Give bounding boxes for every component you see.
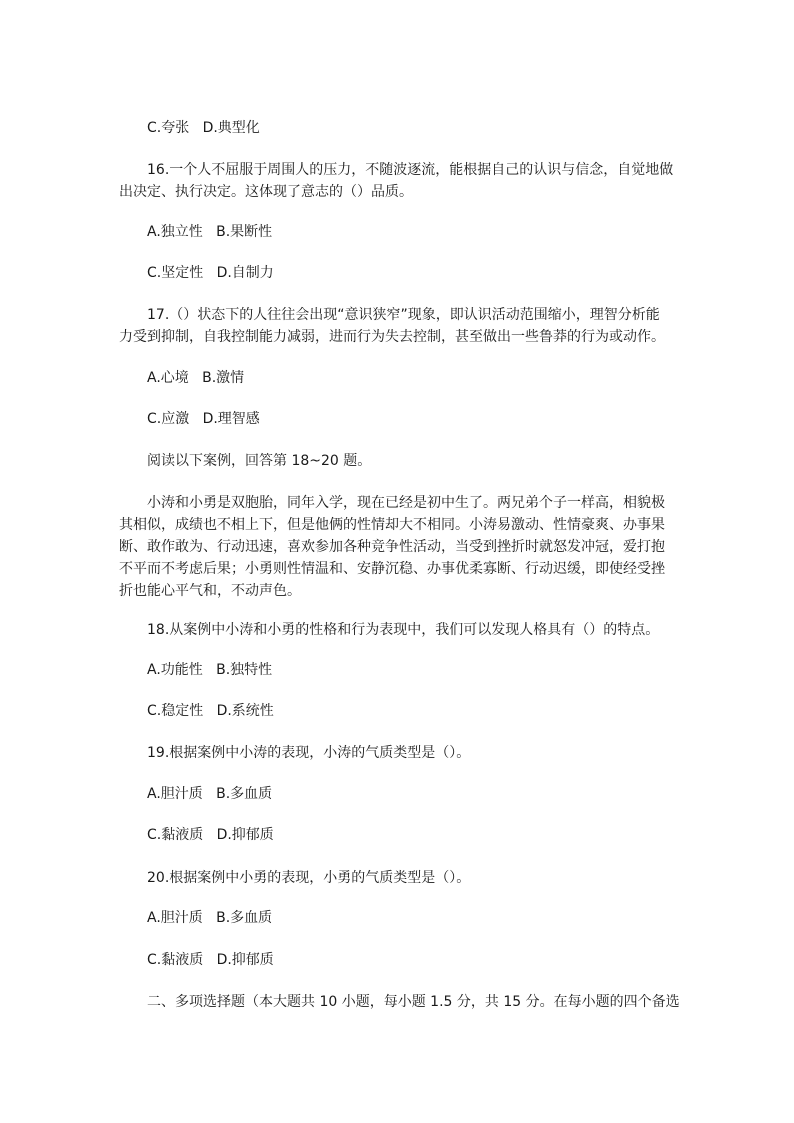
question-16: 16.一个人不屈服于周围人的压力，不随波逐流，能根据自己的认识与信念，自觉地做 <box>147 162 674 178</box>
case-paragraph: 断、敢作敢为、行动迅速，喜欢参加各种竞争性活动，当受到挫折时就怒发冲冠，爱打抱 <box>119 539 665 555</box>
case-paragraph: 不平而不考虑后果；小勇则性情温和、安静沉稳、办事优柔寡断、行动迟缓，即使经受挫 <box>119 561 665 577</box>
options-line: A.心境 B.激情 <box>147 370 245 386</box>
options-line: A.独立性 B.果断性 <box>147 224 273 240</box>
case-paragraph: 折也能心平气和，不动声色。 <box>119 583 301 599</box>
options-line: C.应激 D.理智感 <box>147 411 260 427</box>
question-16-cont: 出决定、执行决定。这体现了意志的（）品质。 <box>119 184 413 200</box>
question-17: 17.（）状态下的人往往会出现“意识狭窄”现象，即认识活动范围缩小，理智分析能 <box>147 307 660 323</box>
case-paragraph: 小涛和小勇是双胞胎，同年入学，现在已经是初中生了。两兄弟个子一样高，相貌极 <box>147 495 665 511</box>
case-intro: 阅读以下案例，回答第 18~20 题。 <box>147 453 372 469</box>
question-17-cont: 力受到抑制，自我控制能力减弱，进而行为失去控制，甚至做出一些鲁莽的行为或动作。 <box>119 329 665 345</box>
options-line: A.功能性 B.独特性 <box>147 662 273 678</box>
section-heading: 二、多项选择题（本大题共 10 小题，每小题 1.5 分，共 15 分。在每小题的四个备选 <box>147 994 680 1010</box>
options-line: A.胆汁质 B.多血质 <box>147 910 273 926</box>
options-line: C.黏液质 D.抑郁质 <box>147 827 274 843</box>
options-line: C.稳定性 D.系统性 <box>147 703 274 719</box>
options-line: C.夸张 D.典型化 <box>147 120 260 136</box>
case-paragraph: 其相似，成绩也不相上下，但是他俩的性情却大不相同。小涛易激动、性情豪爽、办事果 <box>119 517 665 533</box>
question-18: 18.从案例中小涛和小勇的性格和行为表现中，我们可以发现人格具有（）的特点。 <box>147 622 660 638</box>
options-line: C.黏液质 D.抑郁质 <box>147 952 274 968</box>
question-20: 20.根据案例中小勇的表现，小勇的气质类型是（）。 <box>147 870 471 886</box>
question-19: 19.根据案例中小涛的表现，小涛的气质类型是（）。 <box>147 745 471 761</box>
options-line: C.坚定性 D.自制力 <box>147 265 274 281</box>
options-line: A.胆汁质 B.多血质 <box>147 786 273 802</box>
